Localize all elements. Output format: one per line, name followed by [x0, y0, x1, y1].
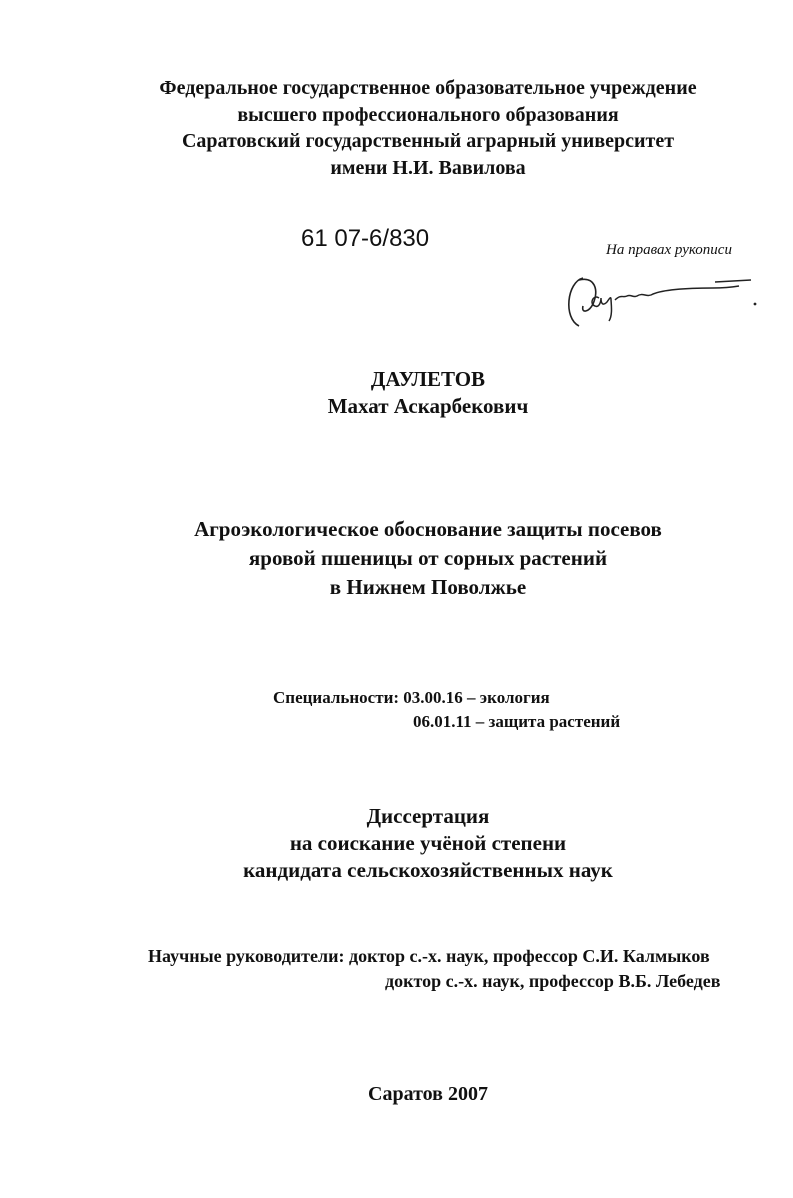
author-name: Махат Аскарбекович: [327, 393, 529, 418]
institution-header: [0, 75, 793, 181]
specialties: [273, 688, 550, 708]
institution-line: имени Н.И. Вавилова: [330, 156, 526, 179]
specialty-item: 03.00.16 – экология: [403, 688, 550, 707]
author-surname: ДАУЛЕТОВ: [370, 367, 486, 391]
degree-line: Диссертация: [366, 804, 490, 828]
dissertation-title: [0, 515, 793, 602]
title-line: яровой пшеницы от сорных растений: [248, 546, 608, 570]
title-line: Агроэкологическое обоснование защиты посевов: [194, 517, 662, 541]
supervisors: [148, 946, 710, 967]
degree-line: кандидата сельскохозяйственных наук: [243, 858, 613, 882]
institution-line: высшего профессионального образования: [237, 103, 619, 126]
catalog-number: 61 07-6/830: [301, 225, 430, 252]
supervisor-item: доктор с.-х. наук, профессор С.И. Калмыков: [348, 946, 710, 966]
manuscript-note: На правах рукописи: [606, 242, 732, 258]
specialties-label: Специальности:: [273, 688, 400, 707]
author-block: [0, 366, 793, 419]
title-line: в Нижнем Поволжье: [329, 575, 527, 599]
place-year: Саратов 2007: [368, 1083, 488, 1105]
supervisors-label: Научные руководители:: [148, 946, 345, 966]
supervisor-item: доктор с.-х. наук, профессор В.Б. Лебедев: [385, 971, 721, 991]
signature: [565, 268, 765, 343]
degree-line: на соискание учёной степени: [289, 831, 567, 855]
institution-line: Саратовский государственный аграрный университет: [181, 130, 675, 152]
institution-line: Федеральное государственное образовательное учреждение: [159, 77, 697, 99]
specialty-item: 06.01.11 – защита растений: [413, 712, 621, 731]
degree-block: [0, 803, 793, 884]
